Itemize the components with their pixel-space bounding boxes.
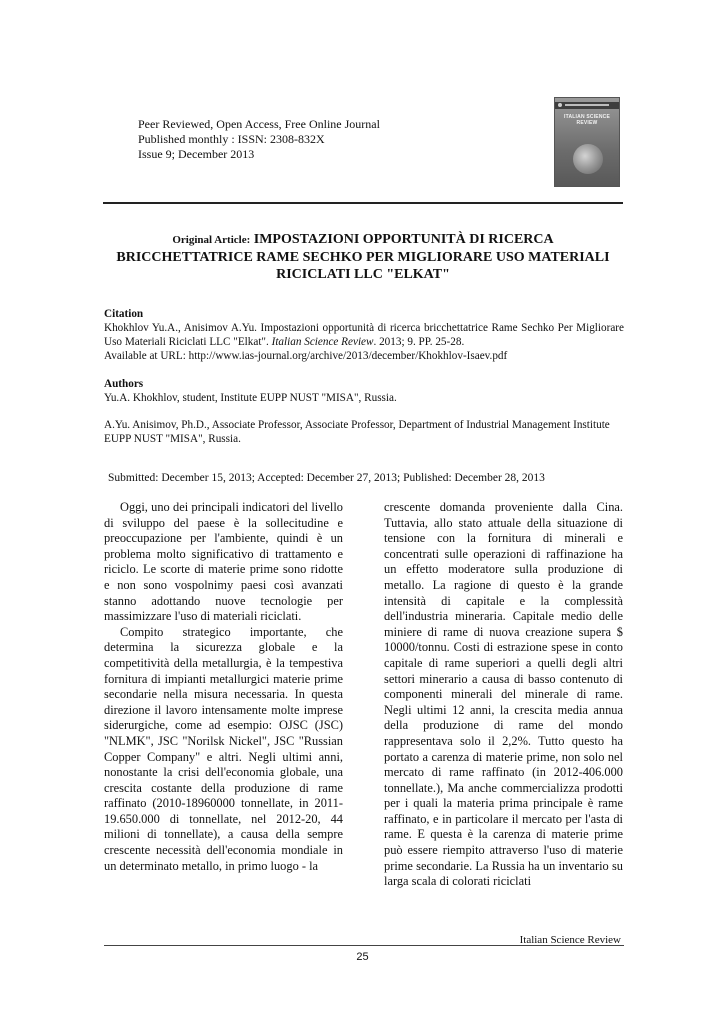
citation-text: [104, 321, 624, 349]
journal-line-3: Issue 9; December 2013: [138, 147, 255, 161]
body-column-right: [384, 500, 623, 920]
author-1: Yu.A. Khokhlov, student, Institute EUPP NUST "MISA", Russia.: [104, 392, 397, 404]
journal-line-1: Peer Reviewed, Open Access, Free Online Journal: [138, 117, 380, 131]
citation-heading: Citation: [104, 308, 144, 320]
globe-icon: [573, 144, 603, 174]
article-title: IMPOSTAZIONI OPPORTUNITÀ DI RICERCA BRICCHETTATRICE RAME SECHKO PER MIGLIORARE USO MATERIALI RICICLATI LLC "ELKAT": [116, 232, 610, 282]
authors-heading: Authors: [104, 378, 144, 390]
cover-title: ITALIAN SCIENCE REVIEW: [564, 114, 610, 126]
article-title-block: [103, 231, 623, 283]
journal-cover-image: [554, 97, 620, 187]
cover-band: [555, 102, 619, 109]
journal-info: [138, 117, 380, 162]
cover-logo-icon: [558, 103, 562, 107]
citation-section: [104, 307, 624, 363]
author-2: A.Yu. Anisimov, Ph.D., Associate Professor, Associate Professor, Department of Industrial Management Institute EUPP NUST "MISA", Russia.: [104, 419, 610, 445]
header-divider: [103, 202, 623, 204]
body-column-left: [104, 500, 343, 920]
footer-journal-name: Italian Science Review: [519, 934, 621, 946]
authors-section: [104, 377, 624, 446]
article-type-label: Original Article:: [172, 234, 251, 246]
journal-line-2: Published monthly : ISSN: 2308-832X: [138, 132, 325, 146]
citation-journal: Italian Science Review: [271, 336, 374, 348]
paragraph: crescente domanda proveniente dalla Cina. Tuttavia, allo stato attuale della situazione di tensione con la fornitura di minerali e concentrati sulle operazioni di raffinazione ha un effetto moderatore sulla produzione di metallo. La ragione di questo è la grande intensità di capitale e la complessità dell'industria mineraria. Capitale medio delle miniere di rame di nuova creazione supera $ 10000/tonnu. Costi di estrazione spese in conto capitale di rame superiori a quelli degli altri settori minerario a causa di basso contenuto di componenti minerali del minerale di rame. Negli ultimi 12 anni, la crescita media annua della produzione di rame del mondo rappresentava solo il 2,2%. Tutto questo ha portato a carenza di materie prime, non solo nel mercato di rame raffinato (in 2012-406.000 tonnellate.), Ma anche commercializza prodotti per i quali la materia prima principale è rame raffinato, e in particolare il mercato per l'asta di rame. E questa è la carenza di materie prime può essere riempito attraverso l'uso di materie prime secondarie. La Russia ha un inventario su larga scala di colorati riciclati: [384, 500, 623, 889]
paragraph: Oggi, uno dei principali indicatori del livello di sviluppo del paese è la sollecitudine e preoccupazione per l'ambiente, quindi è un problema molto significativo di trattamento e riciclo. Le scorte di materie prime sono ridotte e non sono vospolnimy paesi così avanzati stanno adottando nuove tecnologie per massimizzare l'uso di materiali riciclati.: [104, 500, 343, 624]
citation-volume: . 2013; 9. PP. 25-28.: [373, 336, 465, 348]
page-number: 25: [356, 951, 369, 963]
citation-url[interactable]: Available at URL: http://www.ias-journal.org/archive/2013/december/Khokhlov-Isaev.pdf: [104, 350, 508, 362]
citation-body: Khokhlov Yu.A., Anisimov A.Yu. Impostazioni opportunità di ricerca bricchettatrice Rame Sechko Per Migliorare Uso Materiali Riciclati LLC "Elkat".: [104, 322, 624, 348]
submission-dates: Submitted: December 15, 2013; Accepted: December 27, 2013; Published: December 28, 2013: [108, 472, 545, 484]
paragraph: Compito strategico importante, che determina la sicurezza globale e la competitività della metallurgia, è la tempestiva fornitura di impianti metallurgici materie prime secondarie nella misura necessaria. In questa direzione il lavoro intensamente molte imprese siderurgiche, come ad esempio: OJSC (JSC) "NLMK", JSC "Norilsk Nickel", JSC "Russian Copper Company" e altri. Negli ultimi anni, nonostante la crisi dell'economia globale, una crescita costante della produzione di rame raffinato (2010-18960000 tonnellate, in 2011-19.650.000 di tonnellate, nel 2012-20, 44 milioni di tonnellate), a causa della sempre crescente necessità dell'economia mondiale in un determinato metallo, in primo luogo - la: [104, 624, 343, 873]
footer-divider: [104, 945, 624, 946]
